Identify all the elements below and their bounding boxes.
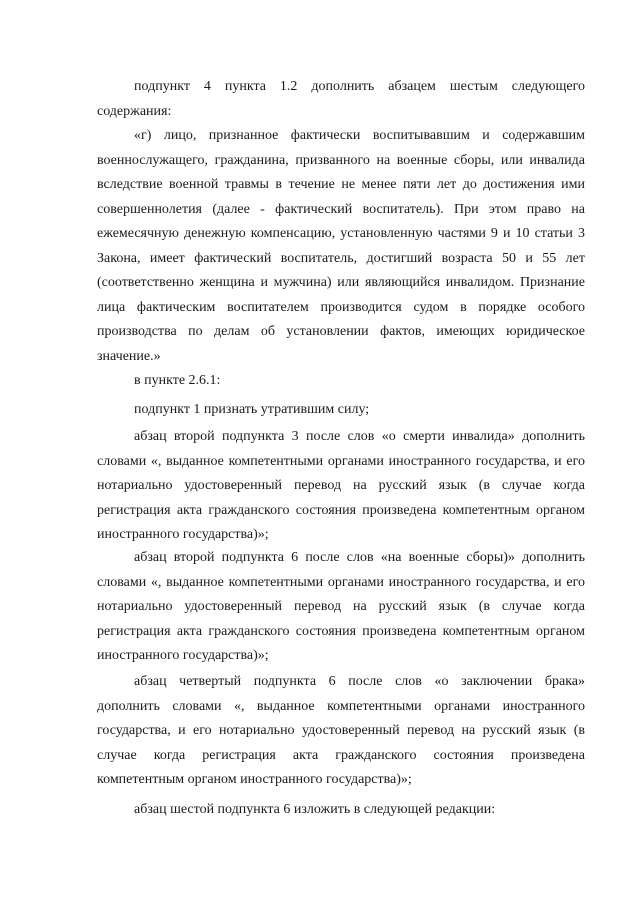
paragraph-1-text: содержания: [97,103,172,119]
paragraph-6-first-line: абзац второй подпункта 6 после слов «на военные сборы)» дополнить [134,550,585,565]
paragraph-6-text: словами «, выданное компетентными органами иностранного государства, и его нотариально удостоверенный перевод на русский язык (в случае когда регистрация акта гражданского состояния произведена компетентным органом иностранного государства)»; [97,574,585,663]
paragraph-2 [97,124,585,369]
paragraph-1-first-line: подпункт 4 пункта 1.2 дополнить абзацем шестым следующего [134,79,585,94]
paragraph-7-text: дополнить словами «, выданное компетентными органами иностранного государства, и его нотариально удостоверенный перевод на русский язык (в случае когда регистрация акта гражданского состояния произведена компетентным органом иностранного государства)»; [97,698,585,787]
paragraph-4-first-line: подпункт 1 признать утратившим силу; [134,402,370,417]
paragraph-5-text: словами «, выданное компетентными органами иностранного государства, и его нотариально удостоверенный перевод на русский язык (в случае когда регистрация акта гражданского состояния произведена компетентным органом иностранного государства)»; [97,453,585,542]
paragraph-6 [97,546,585,669]
paragraph-2-first-line: «г) лицо, признанное фактически воспитывавшим и содержавшим [134,128,585,143]
paragraph-7 [97,670,585,793]
paragraph-4 [97,398,585,423]
paragraph-3 [97,369,585,394]
paragraph-8-first-line: абзац шестой подпункта 6 изложить в следующей редакции: [134,802,496,817]
paragraph-8 [97,798,585,823]
paragraph-5-first-line: абзац второй подпункта 3 после слов «о смерти инвалида» дополнить [134,429,585,444]
paragraph-7-first-line: абзац четвертый подпункта 6 после слов «о заключении брака» [134,674,585,689]
paragraph-1 [97,75,585,124]
paragraph-2-text: военнослужащего, гражданина, призванного на военные сборы, или инвалида вследствие военной травмы в течение не менее пяти лет до достижения ими совершеннолетия (далее - фактический воспитатель). При этом право на ежемесячную денежную компенсацию, установленную частями 9 и 10 статьи 3 Закона, имеет фактический воспитатель, достигший возраста 50 и 55 лет (соответственно женщина и мужчина) или являющийся инвалидом. Признание лица фактическим воспитателем производится судом в порядке особого производства по делам об установлении фактов, имеющих юридическое значение.» [97,152,585,364]
paragraph-3-first-line: в пункте 2.6.1: [134,373,221,388]
paragraph-5 [97,425,585,548]
